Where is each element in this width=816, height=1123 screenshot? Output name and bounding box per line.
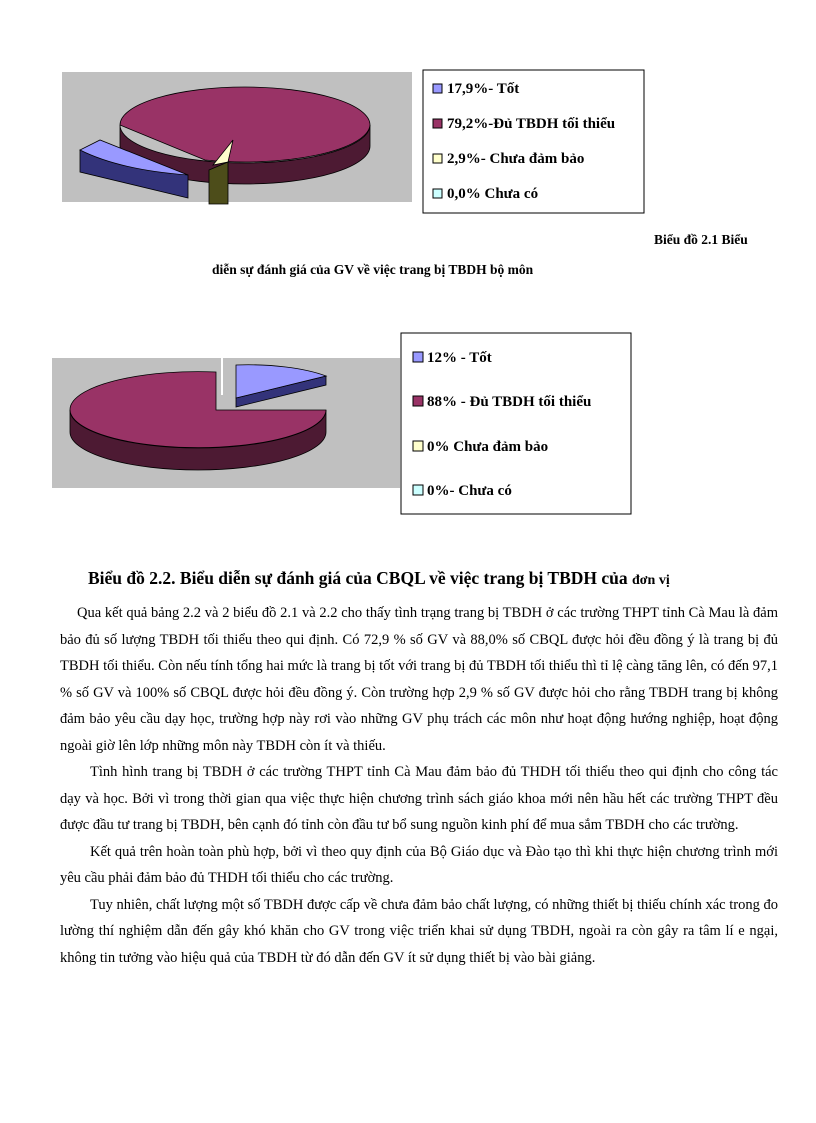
- chart-2-legend-item: [413, 394, 591, 410]
- chart-2-heading-main: Biểu đồ 2.2. Biểu diễn sự đánh giá của CBQL về việc trang bị TBDH của: [88, 568, 633, 588]
- paragraph: Tuy nhiên, chất lượng một số TBDH được cấp về chưa đảm bảo chất lượng, có những thiết bị thiếu chính xác trong đo lường thí nghiệm dẫn đến gây khó khăn cho GV trong việc triển khai sử dụng TBDH, ngoài ra còn gây ra tâm lí e ngại, không tin tưởng vào hiệu quả của TBDH từ đó dẫn đến GV ít sử dụng thiết bị vào bài giảng.: [60, 896, 778, 966]
- chart-1-legend-label: 0,0% Chưa có: [447, 186, 539, 202]
- chart-1-caption-line1: Biểu đồ 2.1 Biểu: [654, 232, 748, 247]
- chart-2-legend-swatch: [413, 352, 423, 362]
- chart-2-legend-swatch: [413, 441, 423, 451]
- chart-2-legend-label: 88% - Đủ TBDH tối thiểu: [427, 394, 592, 410]
- chart-1: [62, 70, 644, 213]
- chart-1-legend-item: [433, 116, 615, 132]
- chart-2-legend-item: [413, 483, 512, 499]
- chart-2-legend-label: 0% Chưa đảm bảo: [427, 439, 549, 455]
- chart-1-legend-swatch: [433, 154, 442, 163]
- paragraph: Tình hình trang bị TBDH ở các trường THPT tỉnh Cà Mau đảm bảo đủ THDH tối thiểu theo qui định cho công tác dạy và học. Bởi vì trong thời gian qua việc thực hiện chương trình sách giáo khoa mới nên hầu hết các trường THPT đều được đầu tư trang bị TBDH, bên cạnh đó tỉnh còn đầu tư bổ sung nguồn kinh phí để mua sắm TBDH cho các trường.: [60, 764, 778, 833]
- chart-2-heading-unit: đơn vị: [632, 573, 670, 588]
- chart-2-legend-label: 0%- Chưa có: [427, 483, 512, 499]
- paragraph: Qua kết quả bảng 2.2 và 2 biểu đồ 2.1 và 2.2 cho thấy tình trạng trang bị TBDH ở các trường THPT tỉnh Cà Mau là đảm bảo đủ số lượng TBDH tối thiểu theo qui định. Có 72,9 % số GV và 88,0% số CBQL được hỏi đều đồng ý là trang bị đủ TBDH tối thiểu. Còn nếu tính tổng hai mức là trang bị tốt với trang bị đủ TBDH tối thiểu thì tỉ lệ càng tăng lên, có đến 97,1 % số GV và 100% số CBQL được hỏi đều đồng ý. Còn trường hợp 2,9 % số GV được hỏi cho rằng TBDH trang bị không đảm bảo yêu cầu dạy học, trường hợp này rơi vào những GV phụ trách các môn như hoạt động hướng nghiệp, hoạt động ngoài giờ lên lớp những môn này TBDH còn ít và thiếu.: [60, 605, 778, 754]
- chart-2-heading: [88, 568, 670, 589]
- chart-1-legend-label: 17,9%- Tốt: [447, 81, 520, 97]
- chart-2: [52, 333, 631, 514]
- chart-1-caption-line2: diễn sự đánh giá của GV về việc trang bị TBDH bộ môn: [212, 262, 534, 277]
- chart-1-legend-item: [433, 186, 538, 202]
- chart-2-legend-swatch: [413, 485, 423, 495]
- chart-1-legend-label: 2,9%- Chưa đảm bảo: [447, 151, 585, 167]
- chart-1-legend-item: [433, 151, 584, 167]
- chart-1-legend-swatch: [433, 189, 442, 198]
- chart-1-legend-swatch: [433, 119, 442, 128]
- chart-1-legend-swatch: [433, 84, 442, 93]
- body-text: [60, 600, 778, 971]
- chart-2-legend-item: [413, 439, 548, 455]
- paragraph: Kết quả trên hoàn toàn phù hợp, bởi vì theo quy định của Bộ Giáo dục và Đào tạo thì khi thực hiện chương trình mới yêu cầu phải đảm bảo đủ THDH tối thiểu cho các trường.: [60, 843, 778, 886]
- chart-2-legend-label: 12% - Tốt: [427, 350, 492, 366]
- chart-1-legend-label: 79,2%-Đủ TBDH tối thiểu: [447, 116, 616, 132]
- chart-2-legend-swatch: [413, 396, 423, 406]
- charts-canvas: [0, 0, 816, 560]
